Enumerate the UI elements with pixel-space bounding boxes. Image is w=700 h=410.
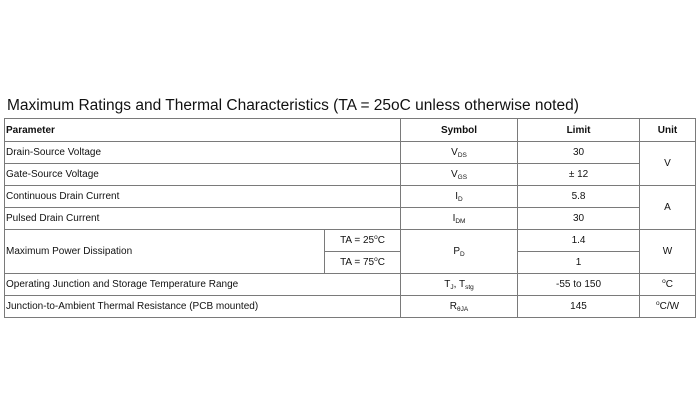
limit-cell: 30 xyxy=(518,142,640,164)
symbol-cell: $V_{GS}$ xyxy=(401,164,518,186)
unit-cell: W xyxy=(640,230,696,274)
symbol-cell: $V_{DS}$ xyxy=(401,142,518,164)
limit-cell: -55 to 150 xyxy=(518,274,640,296)
limit-cell: 1.4 xyxy=(518,230,640,252)
symbol-cell: $I_{DM}$ xyxy=(401,208,518,230)
limit-cell: 5.8 xyxy=(518,186,640,208)
symbol-cell: $R_{\theta JA}$ xyxy=(401,296,518,318)
table-row xyxy=(5,186,696,208)
limit-cell: 30 xyxy=(518,208,640,230)
parameter-cell: Pulsed Drain Current xyxy=(5,208,401,230)
unit-cell: $^o$C xyxy=(640,274,696,296)
unit-cell: V xyxy=(640,142,696,186)
limit-cell: 145 xyxy=(518,296,640,318)
table-row xyxy=(5,164,696,186)
header-limit: Limit xyxy=(518,119,640,142)
table-row xyxy=(5,142,696,164)
symbol-cell: $I_D$ xyxy=(401,186,518,208)
table-row xyxy=(5,230,696,252)
parameter-cell: Operating Junction and Storage Temperature Range xyxy=(5,274,401,296)
condition-cell: TA = $25^oC$ xyxy=(325,230,401,252)
header-row xyxy=(5,119,696,142)
table-row xyxy=(5,296,696,318)
header-parameter: Parameter xyxy=(5,119,401,142)
limit-cell: 1 xyxy=(518,252,640,274)
symbol-cell: $P_D$ xyxy=(401,230,518,274)
ratings-table xyxy=(4,118,696,318)
header-unit: Unit xyxy=(640,119,696,142)
parameter-cell: Junction-to-Ambient Thermal Resistance (PCB mounted) xyxy=(5,296,401,318)
table-row xyxy=(5,274,696,296)
header-symbol: Symbol xyxy=(401,119,518,142)
condition-cell: TA = $75^oC$ xyxy=(325,252,401,274)
parameter-cell: Drain-Source Voltage xyxy=(5,142,401,164)
table-title: Maximum Ratings and Thermal Characteristics (TA = 25oC unless otherwise noted) xyxy=(7,97,579,114)
symbol-cell: $T_J$, $T_{stg}$ xyxy=(401,274,518,296)
parameter-cell: Gate-Source Voltage xyxy=(5,164,401,186)
unit-cell: A xyxy=(640,186,696,230)
limit-cell: ± 12 xyxy=(518,164,640,186)
parameter-cell: Continuous Drain Current xyxy=(5,186,401,208)
table-row xyxy=(5,208,696,230)
unit-cell: $^o$C/W xyxy=(640,296,696,318)
parameter-cell: Maximum Power Dissipation xyxy=(5,230,325,274)
